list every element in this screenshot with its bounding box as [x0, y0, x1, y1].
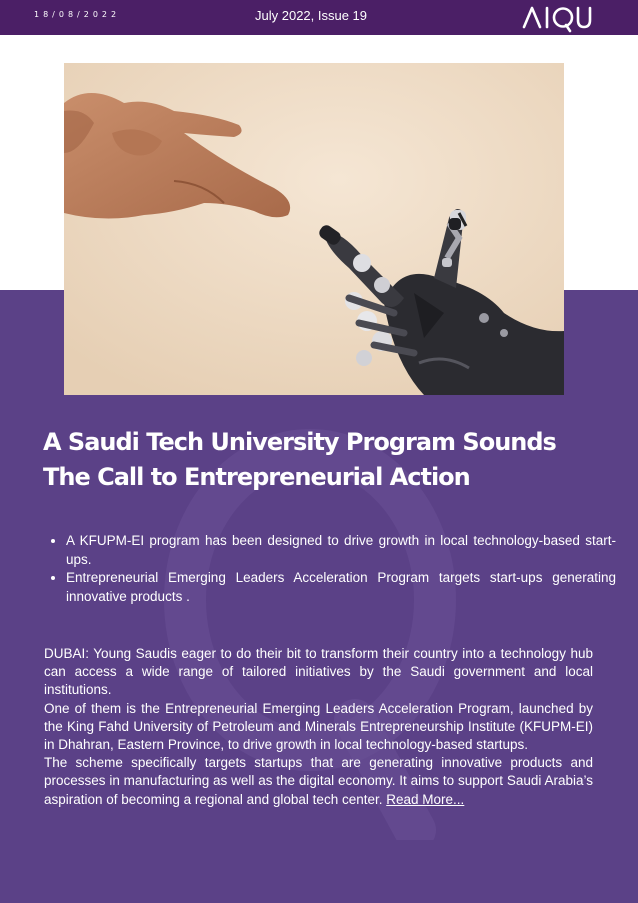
issue-label: July 2022, Issue 19: [255, 8, 368, 23]
article-body: [44, 645, 593, 809]
summary-bullet: • A KFUPM-EI program has been designed to drive growth in local technology-based start-ups.: [66, 532, 616, 569]
article-headline: A Saudi Tech University Program Sounds The Call to Entrepreneurial Action: [43, 428, 556, 491]
body-paragraph: One of them is the Entrepreneurial Emerging Leaders Acceleration Program, launched by the King Fahd University of Petroleum and Minerals Entrepreneurship Institute (KFUPM-EI) in Dhahran, Eastern Province, to drive growth in local technology-based startups.: [44, 700, 593, 753]
aiqu-logo: [521, 2, 593, 34]
summary-bullet: • Entrepreneurial Emerging Leaders Acceleration Program targets start-ups generating innovative products .: [66, 569, 616, 606]
last-paragraph-text: The scheme specifically targets startups that are generating innovative products and processes in manufacturing as well as the digital economy. It aims to support Saudi Arabia’s aspiration of becoming a regional and global tech center.: [44, 755, 593, 807]
body-paragraph-last: [44, 754, 593, 809]
human-robot-hands-image: [64, 63, 564, 395]
summary-list: [44, 532, 616, 606]
issue-date: 18/08/2022: [34, 10, 121, 19]
read-more-link[interactable]: Read More...: [386, 791, 465, 807]
header-bar: [0, 0, 638, 35]
hero-photo: [64, 63, 564, 395]
body-paragraph: DUBAI: Young Saudis eager to do their bit to transform their country into a technology hub can access a wide range of tailored initiatives by the Saudi government and local institutions.: [44, 646, 593, 698]
